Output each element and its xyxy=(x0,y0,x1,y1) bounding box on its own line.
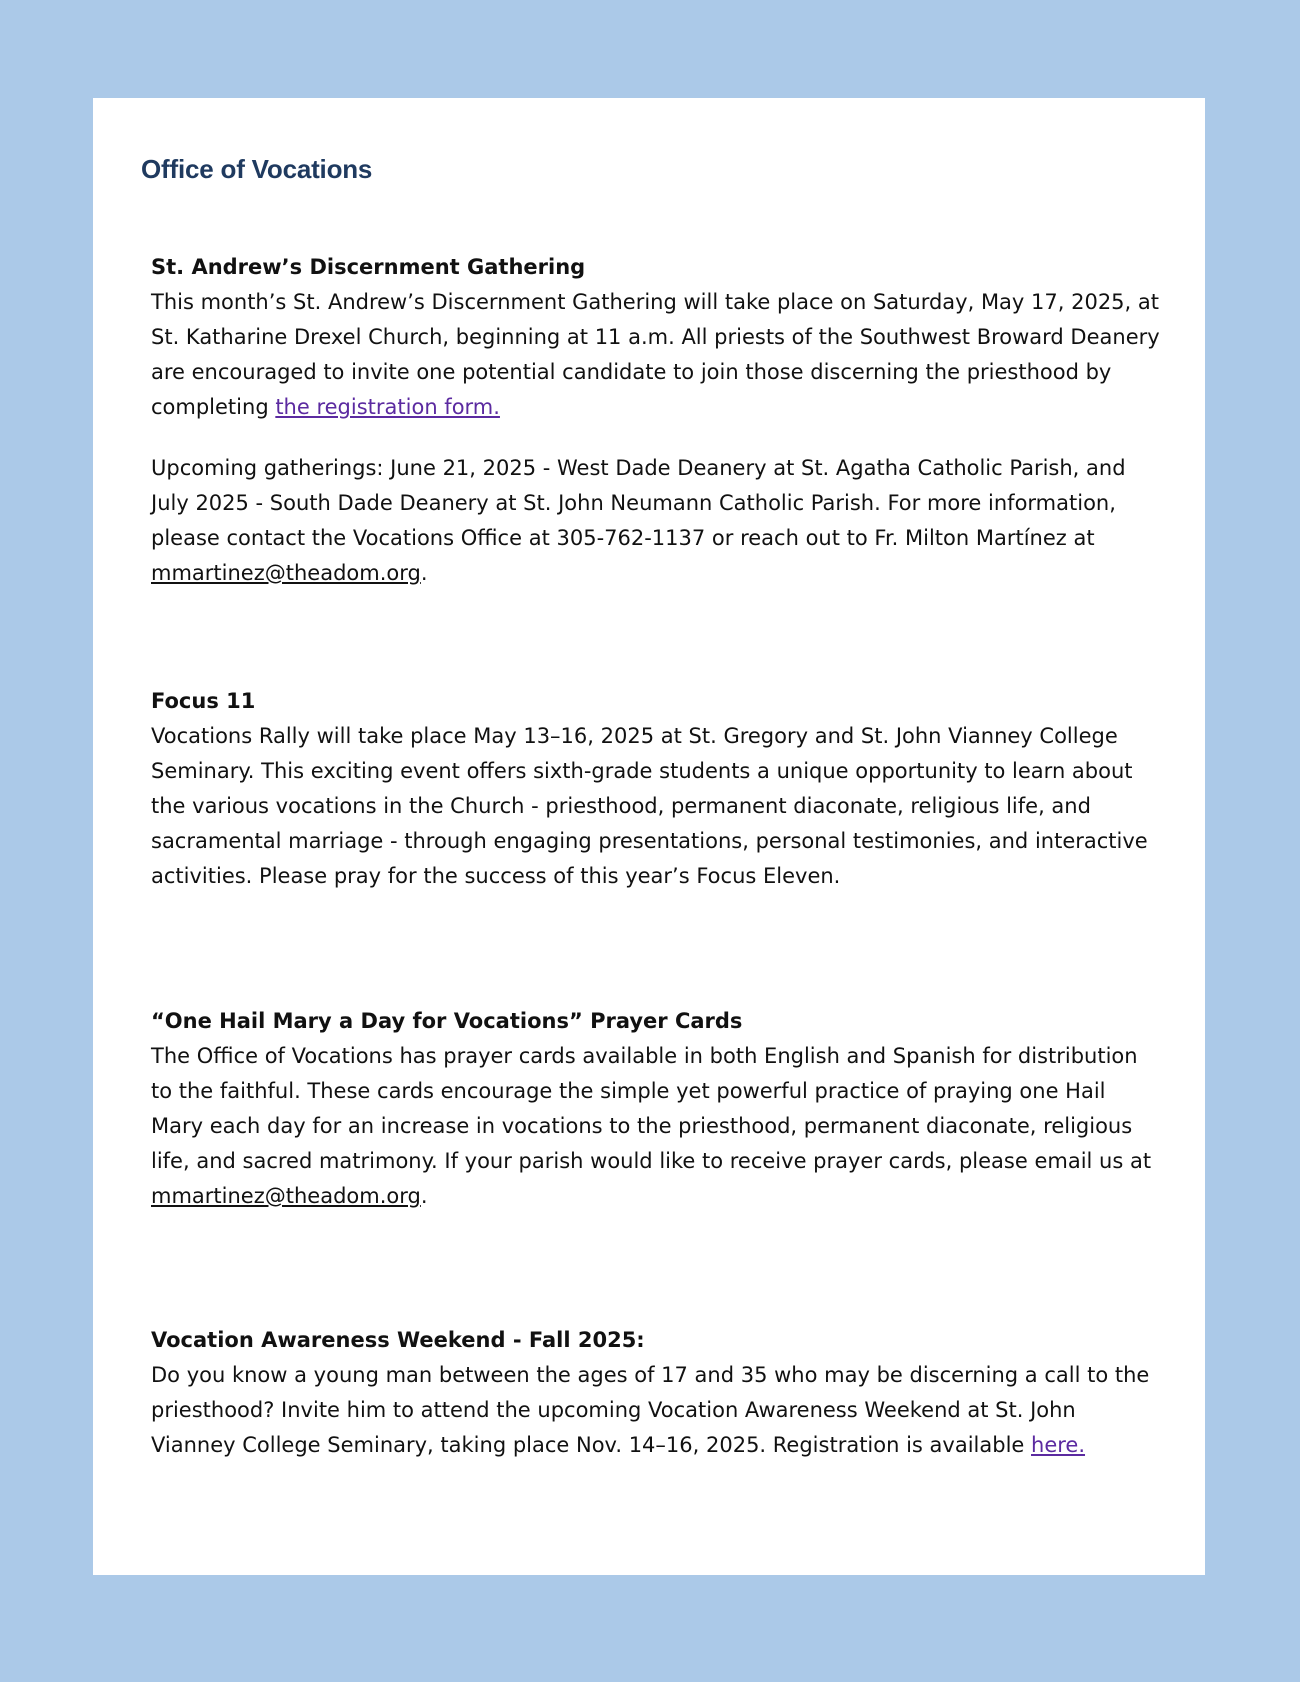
section-heading: Vocation Awareness Weekend - Fall 2025: xyxy=(151,1328,645,1352)
section-discernment-gathering xyxy=(151,250,1161,591)
registration-here-link[interactable]: here. xyxy=(1031,1433,1086,1457)
section-heading: St. Andrew’s Discernment Gathering xyxy=(151,255,586,279)
section-heading: Focus 11 xyxy=(151,689,256,713)
section-paragraph xyxy=(151,451,1161,591)
page-title: Office of Vocations xyxy=(141,154,373,184)
paragraph-text: The Office of Vocations has prayer cards available in both English and Spanish for distribution to the faithful. These cards encourage the simple yet powerful practice of praying one Hail Mary each day for an increase in vocations to the priesthood, permanent diaconate, religious life, and sacred matrimony. If your parish would like to receive prayer cards, please email us at xyxy=(151,1044,1152,1173)
section-paragraph: Vocations Rally will take place May 13–16, 2025 at St. Gregory and St. John Vianney College Seminary. This exciting event offers sixth-grade students a unique opportunity to learn about the various vocations in the Church - priesthood, permanent diaconate, religious life, and sacramental marriage - through engaging presentations, personal testimonies, and interactive activities. Please pray for the success of this year’s Focus Eleven. xyxy=(151,724,1148,888)
paragraph-text: Upcoming gatherings: June 21, 2025 - West Dade Deanery at St. Agatha Catholic Parish, and July 2025 - South Dade Deanery at St. John Neumann Catholic Parish. For more information, please contact the Vocations Office at 305-762-1137 or reach out to Fr. Milton Martínez at xyxy=(151,456,1126,550)
paragraph-end: . xyxy=(420,561,428,585)
section-prayer-cards xyxy=(151,1004,1161,1214)
paragraph-text: This month’s St. Andrew’s Discernment Gathering will take place on Saturday, May 17, 2025, at St. Katharine Drexel Church, beginning at 11 a.m. All priests of the Southwest Broward Deanery are encouraged to invite one potential candidate to join those discerning the priesthood by completing xyxy=(151,290,1160,419)
section-paragraph xyxy=(151,1039,1161,1214)
section-heading: “One Hail Mary a Day for Vocations” Prayer Cards xyxy=(151,1009,743,1033)
newsletter-page xyxy=(93,98,1205,1575)
email-link[interactable]: mmartinez@theadom.org xyxy=(151,1184,421,1208)
paragraph-end: . xyxy=(420,1184,428,1208)
section-paragraph xyxy=(151,285,1161,425)
section-focus-11 xyxy=(151,684,1161,894)
section-paragraph xyxy=(151,1358,1161,1463)
registration-form-link[interactable]: the registration form. xyxy=(275,395,500,419)
paragraph-text: Do you know a young man between the ages of 17 and 35 who may be discerning a call to the priesthood? Invite him to attend the upcoming Vocation Awareness Weekend at St. John Vianney College Seminary, taking place Nov. 14–16, 2025. Registration is available xyxy=(151,1363,1150,1457)
email-link[interactable]: mmartinez@theadom.org xyxy=(151,561,421,585)
section-vocation-weekend xyxy=(151,1323,1161,1463)
